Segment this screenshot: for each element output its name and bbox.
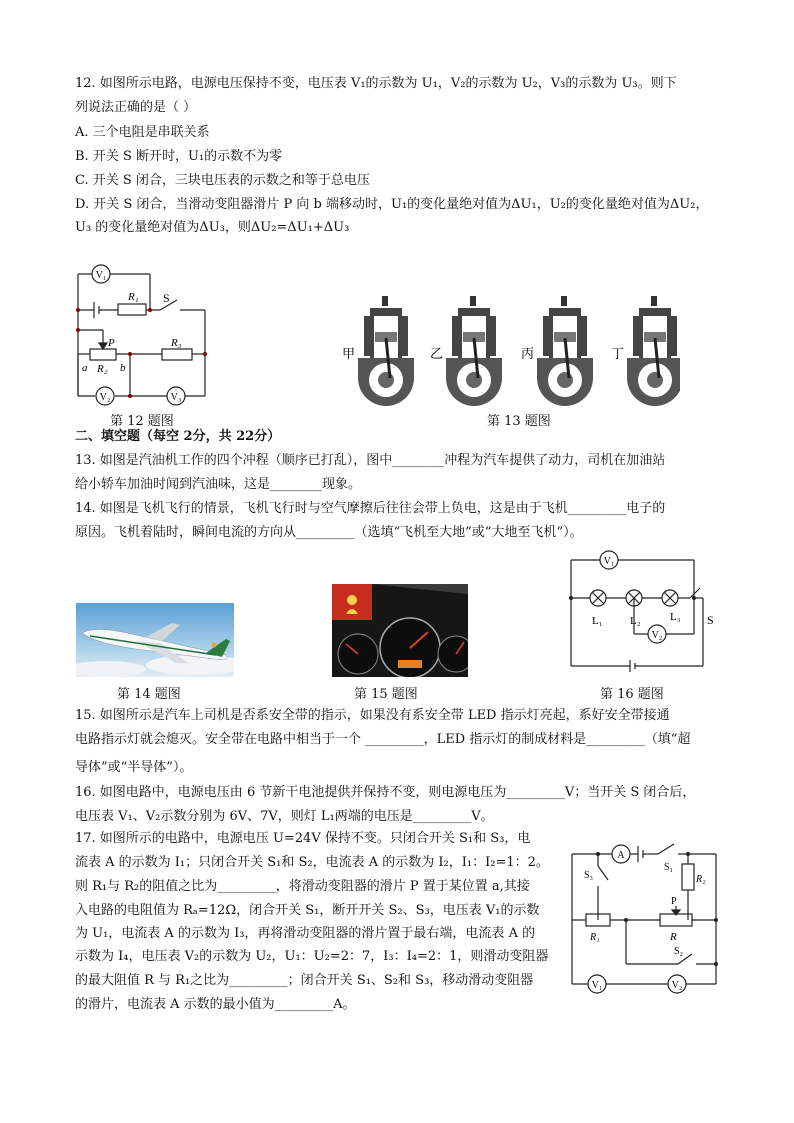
label-v2: V₂ bbox=[671, 980, 683, 991]
caption-fig15: 第 15 题图 bbox=[354, 687, 418, 702]
q14-line1: 14. 如图是飞机飞行的情景，飞机飞行时与空气摩擦后往往会带上负电，这是由于飞机_________电子的 bbox=[75, 501, 666, 516]
label-v1: V₁ bbox=[591, 980, 603, 991]
q14-line2: 原因。飞机着陆时，瞬间电流的方向从_________（选填“飞机至大地”或“大地至飞机”）。 bbox=[75, 525, 583, 540]
label-p: P bbox=[108, 337, 115, 349]
engine-stroke-yi bbox=[446, 296, 502, 406]
engine-strokes-figure bbox=[340, 288, 680, 406]
engine-stroke-ding bbox=[627, 296, 680, 406]
q13-line2: 给小轿车加油时闻到汽油味，这是________现象。 bbox=[75, 477, 362, 492]
engine-stroke-bing bbox=[537, 296, 593, 406]
q12-option-a: A. 三个电阻是串联关系 bbox=[75, 125, 210, 140]
engine-stroke-jia bbox=[358, 296, 414, 406]
label-s: S bbox=[163, 291, 170, 305]
q15-line2: 电路指示灯就会熄灭。安全带在电路中相当于一个 _________，LED 指示灯的制成材料是_________（填“超 bbox=[75, 732, 691, 747]
q12-stem-line2: 列说法正确的是（ ） bbox=[75, 100, 197, 115]
q17-line7: 的最大阻值 R 与 R₁之比为_________；闭合开关 S₁、S₂和 S₃，移动滑动变阻器 bbox=[75, 973, 534, 988]
label-r: R bbox=[670, 931, 677, 943]
circuit-diagram-q17 bbox=[568, 836, 722, 1000]
label-v2: V₂ bbox=[651, 630, 663, 641]
circuit-diagram-q16 bbox=[566, 548, 726, 674]
stroke-label-ding: 丁 bbox=[611, 346, 625, 361]
label-l1: L₁ bbox=[592, 615, 603, 627]
circuit-diagram-q12 bbox=[70, 258, 220, 408]
q17-line2: 流表 A 的示数为 I₁；只闭合开关 S₁和 S₂，电流表 A 的示数为 I₂，I₁：I₂=1：2。 bbox=[75, 855, 549, 870]
label-r3: R₃ bbox=[171, 337, 182, 349]
q12-option-b: B. 开关 S 断开时，U₁的示数不为零 bbox=[75, 149, 283, 164]
label-v1: V₁ bbox=[95, 270, 107, 281]
q15-line3: 导体”或“半导体”）。 bbox=[75, 760, 193, 775]
section-heading: 二、填空题（每空 2分，共 22分） bbox=[75, 429, 281, 444]
label-a: a bbox=[82, 362, 88, 374]
label-r1: R₁ bbox=[128, 291, 139, 303]
q17-line1: 17. 如图所示的电路中，电源电压 U=24V 保持不变。只闭合开关 S₁和 S₃，电 bbox=[75, 831, 531, 846]
caption-fig16: 第 16 题图 bbox=[600, 687, 664, 702]
stroke-label-bing: 丙 bbox=[521, 346, 535, 361]
q15-line1: 15. 如图所示是汽车上司机是否系安全带的指示，如果没有系安全带 LED 指示灯亮起，系好安全带接通 bbox=[75, 708, 670, 723]
q17-line6: 示数为 I₄，电压表 V₂的示数为 U₂，U₁：U₂=2：7，I₃：I₄=2：1，则滑动变阻器 bbox=[75, 949, 549, 964]
airplane-photo bbox=[76, 603, 234, 677]
label-v2: V₂ bbox=[99, 392, 111, 403]
label-p: P bbox=[671, 896, 677, 907]
q16-line1: 16. 如图电路中，电源电压由 6 节新干电池提供并保持不变，则电源电压为_________V；当开关 S 闭合后， bbox=[75, 785, 696, 800]
caption-fig13: 第 13 题图 bbox=[487, 414, 551, 429]
q12-option-d-line1: D. 开关 S 闭合，当滑动变阻器滑片 P 向 b 端移动时，U₁的变化量绝对值为ΔU₁，U₂的变化量绝对值为ΔU₂， bbox=[75, 197, 709, 212]
label-l2: L₂ bbox=[630, 615, 641, 627]
q13-line1: 13. 如图是汽油机工作的四个冲程（顺序已打乱），图中________冲程为汽车提供了动力，司机在加油站 bbox=[75, 453, 666, 468]
q12-stem-line1: 12. 如图所示电路，电源电压保持不变，电压表 V₁的示数为 U₁，V₂的示数为 U₂，V₃的示数为 U₃。则下 bbox=[75, 76, 677, 91]
dashboard-photo bbox=[332, 584, 468, 677]
stroke-label-yi: 乙 bbox=[430, 346, 444, 361]
q17-line3: 则 R₁与 R₂的阻值之比为_________，将滑动变阻器的滑片 P 置于某位置 a,其接 bbox=[75, 879, 530, 894]
q12-option-d-line2: U₃ 的变化量绝对值为ΔU₃，则ΔU₂=ΔU₁+ΔU₃ bbox=[75, 220, 350, 235]
q16-line2: 电压表 V₁、V₂示数分别为 6V、7V，则灯 L₁两端的电压是_________V。 bbox=[75, 809, 494, 824]
stroke-label-jia: 甲 bbox=[342, 346, 356, 361]
label-a: A bbox=[617, 850, 625, 861]
caption-fig12: 第 12 题图 bbox=[110, 414, 174, 429]
label-v3: V₃ bbox=[170, 392, 182, 403]
label-v1: V₁ bbox=[603, 556, 615, 567]
label-s1: S₁ bbox=[664, 862, 674, 873]
label-s: S bbox=[707, 613, 714, 627]
caption-fig14: 第 14 题图 bbox=[117, 687, 181, 702]
q12-option-c: C. 开关 S 闭合，三块电压表的示数之和等于总电压 bbox=[75, 173, 370, 188]
q17-line8: 的滑片，电流表 A 示数的最小值为_________A。 bbox=[75, 997, 356, 1012]
label-r2: R₂ bbox=[696, 874, 706, 885]
label-r2: R₂ bbox=[97, 363, 108, 375]
label-r1: R₁ bbox=[590, 932, 600, 943]
label-s2: S₂ bbox=[674, 946, 684, 957]
label-s3: S₃ bbox=[584, 870, 594, 881]
q17-line4: 入电路的电阻值为 Rₐ=12Ω，闭合开关 S₁，断开开关 S₂、S₃，电压表 V₁的示数 bbox=[75, 903, 540, 918]
label-l3: L₃ bbox=[670, 611, 681, 623]
q17-line5: 为 U₁，电流表 A 的示数为 I₃，再将滑动变阻器的滑片置于最右端，电流表 A 的 bbox=[75, 926, 536, 941]
label-b: b bbox=[120, 362, 126, 374]
